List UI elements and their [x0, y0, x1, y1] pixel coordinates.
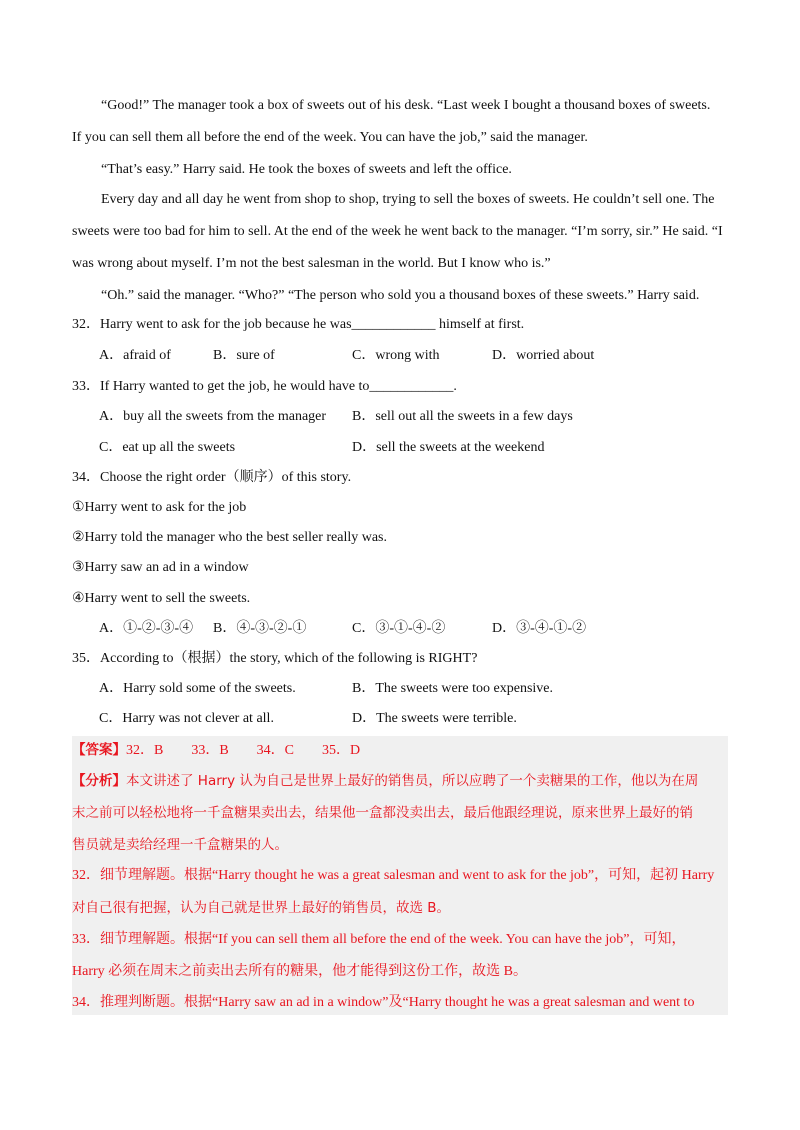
q34-option-a: A．①-②-③-④ [99, 621, 194, 636]
order-item-4: ④Harry went to sell the sweets. [72, 591, 251, 606]
passage-line: was wrong about myself. I’m not the best salesman in the world. But I know who is.” [72, 256, 551, 271]
passage-line: If you can sell them all before the end of the week. You can have the job,” said the manager. [72, 130, 588, 145]
q35-option-a: A．Harry sold some of the sweets. [99, 681, 296, 696]
analysis-label: 【分析】 [72, 773, 126, 789]
order-item-2: ②Harry told the manager who the best seller really was. [72, 530, 387, 545]
q32-option-a: A．afraid of [99, 348, 171, 363]
q32-option-d: D．worried about [492, 348, 595, 363]
question-34-stem: 34．Choose the right order（顺序）of this story. [72, 470, 352, 485]
question-33-stem: 33．If Harry wanted to get the job, he would have to____________. [72, 379, 457, 394]
q34-option-b: B．④-③-②-① [213, 621, 307, 636]
order-item-1: ①Harry went to ask for the job [72, 500, 247, 515]
answer-keys: 32．B 33．B 34．C 35．D [126, 743, 361, 758]
passage-line: sweets were too bad for him to sell. At the end of the week he went back to the manager. “I’m sorry, sir.” He said. “I [72, 224, 723, 239]
passage-line: Every day and all day he went from shop to shop, trying to sell the boxes of sweets. He couldn’t sell one. The [101, 192, 715, 207]
analysis-text: 本文讲述了 Harry 认为自己是世界上最好的销售员，所以应聘了一个卖糖果的工作，他以为在周 [126, 773, 699, 789]
answer-keys-line [72, 740, 360, 761]
explanation-34-line-1: 34．推理判断题。根据“Harry saw an ad in a window”及“Harry thought he was a great salesman and went to [72, 995, 695, 1010]
q34-option-d: D．③-④-①-② [492, 621, 587, 636]
explanation-32-line-2: 对自己很有把握，认为自己就是世界上最好的销售员，故选 B。 [72, 900, 451, 916]
explanation-32-line-1: 32．细节理解题。根据“Harry thought he was a great salesman and went to ask for the job”，可知，起初 Harry [72, 868, 715, 883]
passage-line: “Good!” The manager took a box of sweets out of his desk. “Last week I bought a thousand boxes of sweets. [101, 98, 711, 113]
analysis-line-3: 售员就是卖给经理一千盒糖果的人。 [72, 837, 288, 853]
explanation-33-line-2: Harry 必须在周末之前卖出去所有的糖果，他才能得到这份工作，故选 B。 [72, 964, 527, 979]
passage-line: “Oh.” said the manager. “Who?” “The person who sold you a thousand boxes of these sweets.” Harry said. [101, 288, 700, 303]
question-35-stem: 35．According to（根据）the story, which of the following is RIGHT? [72, 651, 478, 666]
q33-option-c: C．eat up all the sweets [99, 440, 236, 455]
explanation-33-line-1: 33．细节理解题。根据“If you can sell them all before the end of the week. You can have the job”，可知， [72, 932, 686, 947]
q33-option-b: B．sell out all the sweets in a few days [352, 409, 573, 424]
passage-line: “That’s easy.” Harry said. He took the boxes of sweets and left the office. [101, 162, 512, 177]
q34-option-c: C．③-①-④-② [352, 621, 446, 636]
analysis-line-2: 末之前可以轻松地将一千盒糖果卖出去，结果他一盒都没卖出去，最后他跟经理说，原来世界上最好的销 [72, 805, 693, 821]
q32-option-b: B．sure of [213, 348, 275, 363]
q35-option-d: D．The sweets were terrible. [352, 711, 517, 726]
q33-option-a: A．buy all the sweets from the manager [99, 409, 327, 424]
question-32-stem: 32．Harry went to ask for the job because he was____________ himself at first. [72, 317, 525, 332]
analysis-line-1 [72, 771, 698, 792]
answer-label: 【答案】 [72, 742, 126, 758]
q35-option-b: B．The sweets were too expensive. [352, 681, 553, 696]
q35-option-c: C．Harry was not clever at all. [99, 711, 274, 726]
q32-option-c: C．wrong with [352, 348, 440, 363]
q33-option-d: D．sell the sweets at the weekend [352, 440, 545, 455]
order-item-3: ③Harry saw an ad in a window [72, 560, 249, 575]
